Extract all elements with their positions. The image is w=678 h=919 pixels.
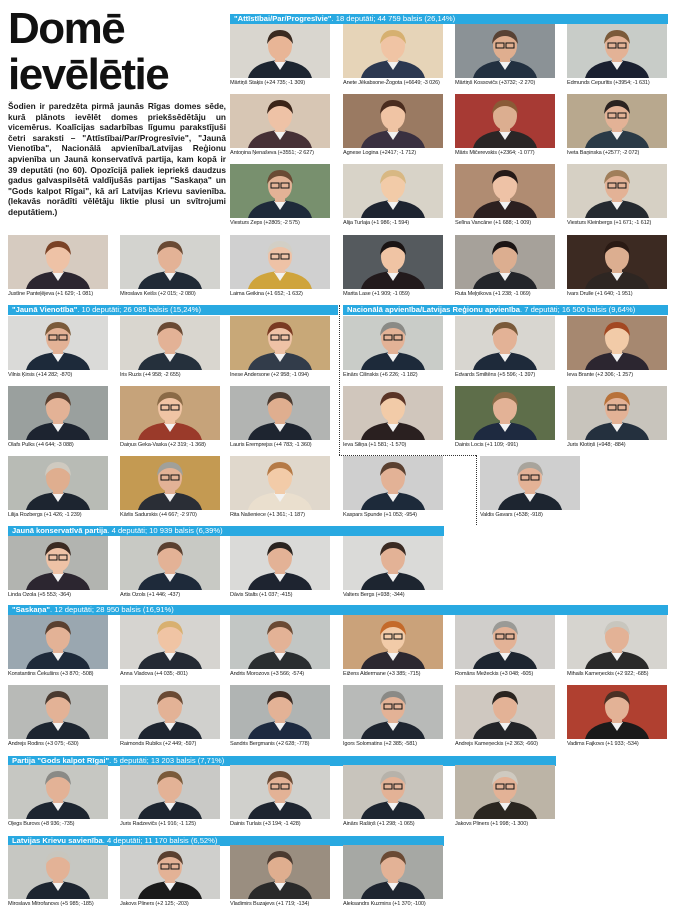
deputy-name-caption: Daiņus Geka-Vaska (+2 319; -1 368): [120, 442, 206, 448]
portrait-photo: [567, 24, 667, 78]
deputy-card: [343, 24, 443, 91]
portrait-photo: [8, 456, 108, 510]
deputy-name-caption: Marita Lase (+1 909; -1 059): [343, 291, 410, 297]
deputy-name-caption: Māris Mičerevskis (+2364; -1 077): [455, 150, 535, 156]
portrait-photo: [8, 316, 108, 370]
portrait-photo: [343, 94, 443, 148]
deputy-name-caption: Juris Klotiņš (+948; -884): [567, 442, 626, 448]
deputy-card: [120, 316, 220, 383]
deputy-name-caption: Miroslavs Keišs (+2 015; -2 080): [120, 291, 196, 297]
deputy-card: [120, 685, 220, 752]
portrait-photo: [455, 765, 555, 819]
deputy-card: [343, 164, 443, 231]
deputy-card: [230, 94, 330, 161]
deputy-name-caption: Mārtiņš Staķis (+24 735; -1 309): [230, 80, 305, 86]
deputy-name-caption: Vladimirs Buzajevs (+1 719; -134): [230, 901, 310, 907]
deputy-card: [8, 235, 108, 302]
portrait-photo: [230, 235, 330, 289]
portrait-photo: [8, 685, 108, 739]
deputy-name-caption: Inese Andersone (+2 958; -1 094): [230, 372, 309, 378]
deputy-name-caption: Jakovs Pliners (+2 125; -203): [120, 901, 189, 907]
deputy-name-caption: Ruta Meļņikova (+1 238; -1 069): [455, 291, 531, 297]
deputy-card: [230, 235, 330, 302]
deputy-name-caption: Igors Solomatins (+2 385; -581): [343, 741, 417, 747]
deputy-name-caption: Mihails Kameņeckis (+2 922; -685): [567, 671, 649, 677]
deputy-name-caption: Lilija Rozbergs (+1 426; -1 239): [8, 512, 82, 518]
deputy-card: [230, 24, 330, 91]
portrait-photo: [343, 24, 443, 78]
deputy-name-caption: Andrejs Rodins (+3 075; -630): [8, 741, 79, 747]
party-info: . 7 deputāti; 16 500 balsis (9,64%): [520, 305, 636, 314]
portrait-photo: [343, 456, 443, 510]
deputy-card: [230, 685, 330, 752]
portrait-photo: [567, 235, 667, 289]
deputy-name-caption: Alija Turlaja (+1 986; -1 594): [343, 220, 409, 226]
portrait-photo: [567, 386, 667, 440]
headline-line-1: Domē: [8, 4, 125, 53]
deputy-card: [455, 615, 555, 682]
portrait-photo: [455, 94, 555, 148]
portrait-photo: [230, 164, 330, 218]
deputy-card: [455, 235, 555, 302]
deputy-card: [8, 316, 108, 383]
portrait-photo: [343, 536, 443, 590]
portrait-photo: [343, 615, 443, 669]
deputy-name-caption: Kārlis Sadurskis (+4 667; -2 970): [120, 512, 197, 518]
portrait-photo: [230, 24, 330, 78]
portrait-photo: [230, 536, 330, 590]
deputy-card: [120, 615, 220, 682]
portrait-photo: [343, 845, 443, 899]
deputy-card: [120, 536, 220, 603]
party-bar-attistibai: [230, 14, 668, 24]
deputy-card: [120, 456, 220, 523]
deputy-name-caption: Eižens Aldermane (+3 385; -715): [343, 671, 421, 677]
deputy-card: [230, 845, 330, 912]
deputy-name-caption: Aleksandrs Kuzmins (+1 370; -100): [343, 901, 426, 907]
deputy-name-caption: Kaspars Spunde (+1 053; -954): [343, 512, 417, 518]
deputy-card: [567, 235, 667, 302]
deputy-name-caption: Vilnis Ķirsis (+14 282; -870): [8, 372, 73, 378]
deputy-name-caption: Sandris Bergmanis (+2 628; -778): [230, 741, 310, 747]
portrait-photo: [230, 94, 330, 148]
portrait-photo: [120, 235, 220, 289]
headline-line-2: ievēlētie: [8, 50, 169, 99]
deputy-card: [120, 386, 220, 453]
portrait-photo: [343, 765, 443, 819]
deputy-name-caption: Ieva Brante (+2 306; -1 257): [567, 372, 633, 378]
deputy-name-caption: Rita Našeniece (+1 361; -1 187): [230, 512, 305, 518]
party-name: Nacionālā apvienība/Latvijas Reģionu apvienība: [347, 305, 521, 314]
deputy-card: [230, 536, 330, 603]
deputy-card: [343, 456, 443, 523]
deputy-name-caption: Justīne Panteļējeva (+1 629; -1 081): [8, 291, 93, 297]
deputy-name-caption: Viesturs Kleinbergs (+1 671; -1 612): [567, 220, 652, 226]
deputy-card: [567, 94, 667, 161]
deputy-name-caption: Viesturs Zeps (+2805; -2 575): [230, 220, 300, 226]
deputy-card: [120, 765, 220, 832]
deputy-card: [567, 316, 667, 383]
deputy-card: [343, 316, 443, 383]
deputy-name-caption: Dainis Locis (+1 109; -991): [455, 442, 518, 448]
deputy-name-caption: Miroslavs Mitrofanovs (+5 985; -185): [8, 901, 94, 907]
deputy-name-caption: Artis Ozols (+1 446; -437): [120, 592, 180, 598]
deputy-card: [343, 685, 443, 752]
party-bar-saskana: [8, 605, 668, 615]
deputy-card: [8, 685, 108, 752]
deputy-name-caption: Anna Vladova (+4 035; -801): [120, 671, 188, 677]
deputy-card: [343, 615, 443, 682]
deputy-name-caption: Edvards Smiltēns (+5 596; -1 397): [455, 372, 536, 378]
deputy-name-caption: Valters Bergs (+938; -344): [343, 592, 405, 598]
portrait-photo: [230, 316, 330, 370]
portrait-photo: [8, 386, 108, 440]
deputy-name-caption: Olafs Pulks (+4 644; -3 088): [8, 442, 74, 448]
portrait-photo: [120, 845, 220, 899]
deputy-card: [230, 386, 330, 453]
deputy-card: [567, 685, 667, 752]
portrait-photo: [343, 386, 443, 440]
deputy-name-caption: Ieva Siliņa (+1 581; -1 570): [343, 442, 407, 448]
deputy-name-caption: Laima Geikina (+1 652; -1 632): [230, 291, 303, 297]
deputy-name-caption: Ivars Drulle (+1 640; -1 951): [567, 291, 633, 297]
deputy-card: [455, 386, 555, 453]
deputy-name-caption: Einārs Cilinskis (+6 226; -1 182): [343, 372, 418, 378]
deputy-name-caption: Valdis Gavars (+538; -918): [480, 512, 543, 518]
portrait-photo: [120, 615, 220, 669]
deputy-card: [8, 536, 108, 603]
portrait-photo: [230, 386, 330, 440]
deputy-name-caption: Linda Ozola (+5 553; -364): [8, 592, 71, 598]
section-divider: [339, 305, 340, 455]
deputy-card: [230, 615, 330, 682]
portrait-photo: [120, 386, 220, 440]
deputy-card: [8, 456, 108, 523]
deputy-card: [230, 456, 330, 523]
deputy-card: [567, 24, 667, 91]
portrait-photo: [120, 536, 220, 590]
page-headline: [8, 6, 223, 98]
section-divider: [476, 455, 477, 525]
portrait-photo: [343, 685, 443, 739]
deputy-card: [230, 316, 330, 383]
deputy-name-caption: Anete Jēkabsone-Žogota (+6649; -3 026): [343, 80, 440, 86]
portrait-photo: [230, 765, 330, 819]
deputy-name-caption: Selīna Vancāne (+1 688; -1 009): [455, 220, 531, 226]
party-bar-jauna-vienotiba: [8, 305, 338, 315]
party-name: Partija "Gods kalpot Rīgai": [12, 756, 110, 765]
deputy-card: [455, 94, 555, 161]
portrait-photo: [8, 235, 108, 289]
deputy-name-caption: Agnese Logina (+2417; -1 712): [343, 150, 416, 156]
deputy-card: [343, 536, 443, 603]
portrait-photo: [567, 316, 667, 370]
party-info: . 12 deputāti; 28 950 balsis (16,91%): [50, 605, 174, 614]
deputy-card: [8, 386, 108, 453]
portrait-photo: [455, 24, 555, 78]
deputy-name-caption: Iveta Baņinska (+2577; -2 072): [567, 150, 640, 156]
party-info: . 4 deputāti; 11 170 balsis (6,52%): [102, 836, 218, 845]
deputy-name-caption: Mārtiņš Kossovičs (+3732; -2 270): [455, 80, 536, 86]
party-info: . 18 deputāti; 44 759 balsis (26,14%): [331, 14, 456, 23]
deputy-name-caption: Dāvis Stalts (+1 037; -415): [230, 592, 293, 598]
portrait-photo: [8, 615, 108, 669]
portrait-photo: [455, 316, 555, 370]
deputy-card: [343, 94, 443, 161]
party-name: Jaunā konservatīvā partija: [12, 526, 108, 535]
deputy-card: [567, 615, 667, 682]
deputy-name-caption: Andrejs Kameņeckis (+2 363; -660): [455, 741, 538, 747]
portrait-photo: [230, 685, 330, 739]
portrait-photo: [120, 456, 220, 510]
deputy-card: [480, 456, 580, 523]
portrait-photo: [455, 164, 555, 218]
portrait-photo: [120, 685, 220, 739]
deputy-card: [230, 164, 330, 231]
deputy-name-caption: Romāns Mežeckis (+3 048; -605): [455, 671, 534, 677]
deputy-card: [8, 765, 108, 832]
portrait-photo: [230, 615, 330, 669]
portrait-photo: [120, 316, 220, 370]
party-name: "Saskaņa": [12, 605, 51, 614]
party-name: "Attīstībai/Par/Progresīvie": [234, 14, 332, 23]
deputy-name-caption: Oļegs Burovs (+8 936; -735): [8, 821, 75, 827]
portrait-photo: [455, 235, 555, 289]
portrait-photo: [8, 536, 108, 590]
portrait-photo: [480, 456, 580, 510]
party-name: Latvijas Krievu savienība: [12, 836, 103, 845]
deputy-card: [455, 164, 555, 231]
party-bar-jkp: [8, 526, 444, 536]
deputy-card: [343, 386, 443, 453]
deputy-card: [455, 685, 555, 752]
deputy-name-caption: Antoņina Ņenaševa (+3551; -2 627): [230, 150, 314, 156]
deputy-card: [8, 845, 108, 912]
portrait-photo: [567, 164, 667, 218]
portrait-photo: [455, 386, 555, 440]
deputy-card: [8, 615, 108, 682]
portrait-photo: [230, 845, 330, 899]
deputy-name-caption: Andris Morozovs (+3 566; -574): [230, 671, 305, 677]
deputy-card: [455, 316, 555, 383]
deputy-card: [455, 765, 555, 832]
deputy-name-caption: Dainis Turlais (+3 194; -1 428): [230, 821, 301, 827]
portrait-photo: [343, 164, 443, 218]
deputy-card: [343, 765, 443, 832]
deputy-name-caption: Juris Radzevičs (+1 916; -1 125): [120, 821, 196, 827]
deputy-card: [455, 24, 555, 91]
portrait-photo: [455, 615, 555, 669]
deputy-card: [120, 235, 220, 302]
deputy-card: [567, 164, 667, 231]
party-info: . 5 deputāti; 13 203 balsis (7,71%): [109, 756, 225, 765]
portrait-photo: [567, 94, 667, 148]
party-bar-nacionala-apvieniba: [343, 305, 668, 315]
portrait-photo: [343, 316, 443, 370]
portrait-photo: [343, 235, 443, 289]
deputy-name-caption: Jakovs Pliners (+1 998; -1 300): [455, 821, 528, 827]
deputy-name-caption: Vadims Fajkovs (+1 933; -534): [567, 741, 639, 747]
deputy-name-caption: Lauris Eremprejss (+4 783; -1 360): [230, 442, 312, 448]
deputy-card: [343, 845, 443, 912]
deputy-card: [120, 845, 220, 912]
portrait-photo: [567, 615, 667, 669]
portrait-photo: [455, 685, 555, 739]
deputy-card: [230, 765, 330, 832]
party-info: . 4 deputāti; 10 939 balsis (6,39%): [107, 526, 223, 535]
portrait-photo: [230, 456, 330, 510]
deputy-name-caption: Ainārs Rašiņš (+1 298; -1 065): [343, 821, 415, 827]
deputy-name-caption: Iris Ruzis (+4 958; -2 655): [120, 372, 181, 378]
party-info: . 10 deputāti; 26 085 balsis (15,24%): [77, 305, 201, 314]
deputy-name-caption: Raimonds Rubiks (+2 449; -597): [120, 741, 197, 747]
portrait-photo: [8, 765, 108, 819]
portrait-photo: [567, 685, 667, 739]
portrait-photo: [8, 845, 108, 899]
deputy-card: [343, 235, 443, 302]
portrait-photo: [120, 765, 220, 819]
party-name: "Jaunā Vienotība": [12, 305, 78, 314]
intro-paragraph: Šodien ir paredzēta pirmā jaunās Rīgas domes sēde, kurā plānots ievēlēt domes priekšsēdētāju un vicemērus. Koalīcijas sadarbības līgumu parakstījuši četri saraksti – "Attīstībai/Par/Progresīvie", "Jaunā Vienotība", Nacionālā apvienība/Latvijas Reģionu apvienība un Jaunā konservatīvā partija, kam kopā ir 39 deputāti (no 60). Opozīcijā paliek iepriekš daudzus gadus galvaspilsētā valdījušās partijas "Saskaņa" un "Gods kalpot Rīgai", kā arī Latvijas Krievu savienība. (Iekavās norādīti vēlētāju liktie plusi un svītrojumi deputātiem.): [8, 101, 226, 217]
deputy-name-caption: Konstantins Čekušins (+3 870; -508): [8, 671, 94, 677]
deputy-card: [567, 386, 667, 453]
deputy-name-caption: Edmunds Cepurītis (+3954; -1 631): [567, 80, 650, 86]
